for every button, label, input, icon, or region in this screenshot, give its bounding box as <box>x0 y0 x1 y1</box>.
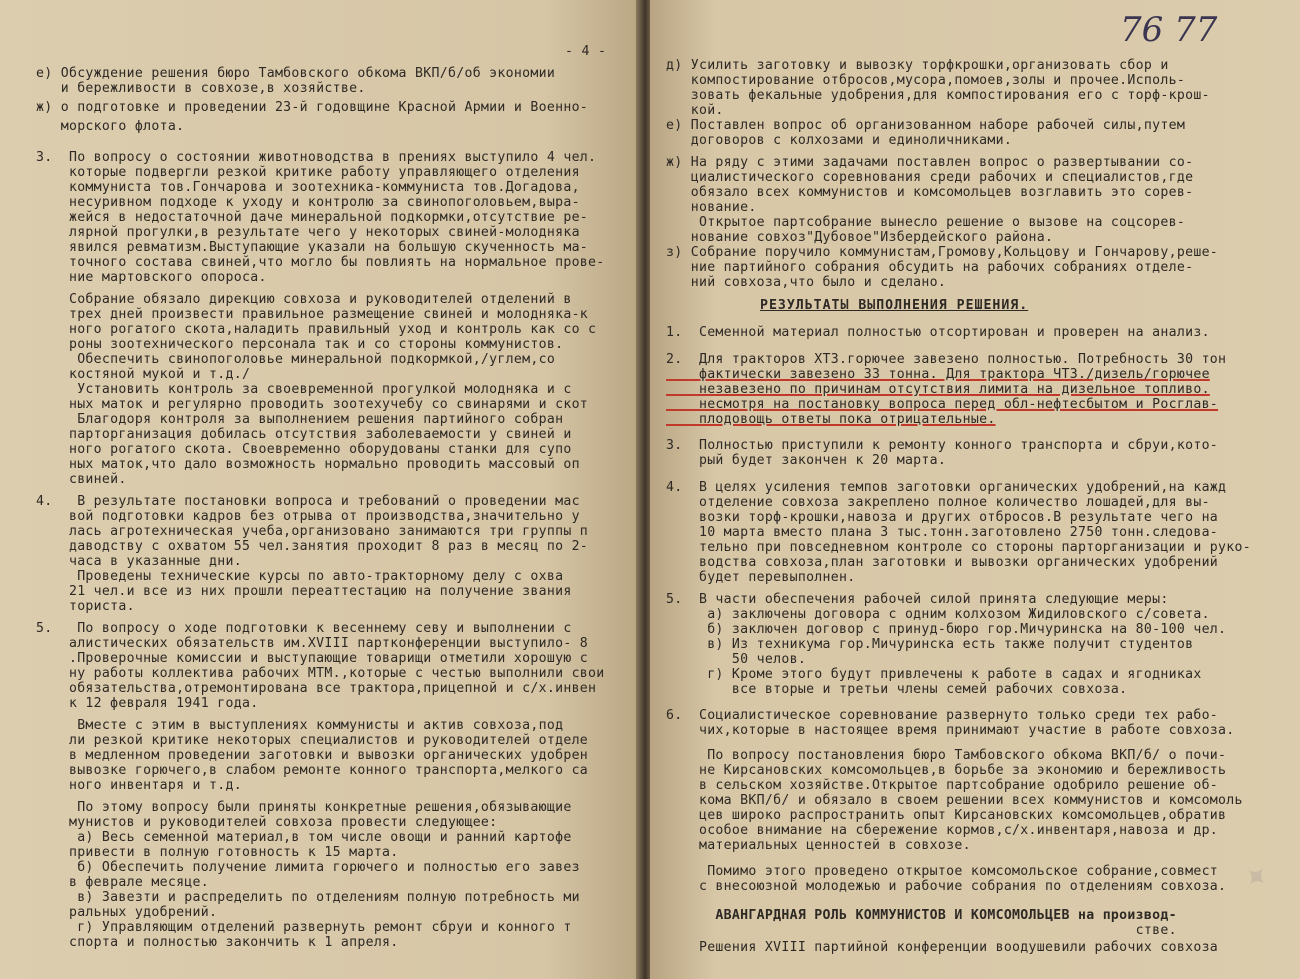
left-text-line: роны зоотехнического персонала так и со стороны коммунистов. <box>36 337 564 352</box>
right-text-line: компостирование отбросов,мусора,помоев,золы и прочее.Исполь- <box>666 73 1186 88</box>
right-text-line: 6. Социалистическое соревнование развернуто только среди тех рабо- <box>666 708 1219 723</box>
right-text-line: обязало всех коммунистов и комсомольцев возглавить это сорев- <box>666 185 1194 200</box>
right-text-line: 3. Полностью приступили к ремонту конного транспорта и сбруи,кото- <box>666 438 1219 453</box>
left-text-line: точного состава свиней,что могло бы повлиять на нормальное прове- <box>36 255 605 270</box>
right-text-line: с внесоюзной молодежью и рабочие собрания по отделениям совхоза. <box>666 879 1227 894</box>
left-text-line: Благодоря контроля за выполнением решения партийного собран <box>36 412 564 427</box>
left-text-line: ние мартовского опороса. <box>36 270 267 285</box>
right-text-line: возки торф-крошки,навоза и других отбросов.В результате чего на <box>666 510 1219 525</box>
left-text-line: коммуниста тов.Гончарова и зоотехника-коммуниста тов.Догадова, <box>36 180 580 195</box>
left-text-line: 4. В результате постановки вопроса и требований о проведении мас <box>36 494 580 509</box>
left-text-line: привести в полную готовность к 15 марта. <box>36 845 399 860</box>
right-text-line: ний совхоза,что было и сделано. <box>666 275 947 290</box>
right-text-line: все вторые и третьи члены семей рабочих совхоза. <box>666 682 1128 697</box>
left-page <box>0 0 640 979</box>
left-text-line: 5. По вопросу о ходе подготовки к весеннему севу и выполнении с <box>36 621 572 636</box>
right-text-line: Решения XVIII партийной конференции воодушевили рабочих совхоза <box>666 940 1219 955</box>
left-text-line: ных маток,что дало возможность нормально проводить массовый оп <box>36 457 580 472</box>
right-text-line: 5. В части обеспечения рабочей силой принята следующие меры: <box>666 592 1169 607</box>
left-text-line: свиней. <box>36 472 127 487</box>
left-text-line: трех дней произвести правильное размещение свиней и молодняка-к <box>36 307 589 322</box>
right-text-line: ж) На ряду с этими задачами поставлен вопрос о развертывании со- <box>666 155 1194 170</box>
left-text-line: костяной мукой и т.д./ <box>36 367 251 382</box>
right-text-line: АВАНГАРДНАЯ РОЛЬ КОММУНИСТОВ И КОМСОМОЛЬЦЕВ на производ- <box>666 908 1177 923</box>
right-text-line: г) Кроме этого будут привлечены к работе в садах и ягодниках <box>666 667 1202 682</box>
right-text-line: а) заключены договора с одним колхозом Жидиловского с/совета. <box>666 607 1210 622</box>
left-text-line: несуривном подходе к уходу и контролю за свинопоголовьем,выра- <box>36 195 580 210</box>
left-text-line: е) Обсуждение решения бюро Тамбовского обкома ВКП/б/об экономии <box>36 66 556 81</box>
right-text-line: ние партийного собрания обсудить на рабочих собраниях отделе- <box>666 260 1194 275</box>
left-text-line: явился ревматизм.Выступающие указали на большую скученность ма- <box>36 240 589 255</box>
left-text-line: 21 чел.и все из них прошли переаттестацию на получение звания <box>36 584 572 599</box>
left-text-line: в) Завезти и распределить по отделениям полную потребность ми <box>36 890 580 905</box>
left-text-line: алистических обязательств им.XVIII партконференции выступило- 8 <box>36 636 589 651</box>
left-text-line: вой подготовки кадров без отрыва от производства,значительно у <box>36 509 580 524</box>
right-page <box>650 0 1300 979</box>
right-text-line: кома ВКП/б/ и обязало в своем решении всех коммунистов и комсомоль <box>666 793 1243 808</box>
right-text-line: плодовощь ответы пока отрицательные. <box>666 412 996 427</box>
left-text-line: мунистов и руководителей совхоза провести следующее: <box>36 815 498 830</box>
left-text-line: Проведены технические курсы по авто-тракторному делу с охва <box>36 569 564 584</box>
left-text-line: 3. По вопросу о состоянии животноводства в прениях выступило 4 чел. <box>36 150 597 165</box>
left-text-line: ного инвентаря и т.д. <box>36 778 242 793</box>
right-text-line: зовать фекальные удобрения,для компостирования его с торф-крош- <box>666 88 1210 103</box>
left-text-line: спорта и полностью закончить к 1 апреля. <box>36 935 399 950</box>
left-text-line: в медленном проведении заготовки и вывозки органических удобрен <box>36 748 589 763</box>
right-text-line: Помимо этого проведено открытое комсомольское собрание,совмест <box>666 864 1219 879</box>
right-text-line: 2. Для тракторов ХТЗ.горючее завезено полностью. Потребность 30 тон <box>666 352 1227 367</box>
left-text-line: ных маток и регулярно проводить зоотехучебу со свинарями и скот <box>36 397 589 412</box>
left-text-line: парторганизация добилась отсутствия заболеваемости у свиней и <box>36 427 572 442</box>
right-text-line: нование совхоз"Дубовое"Избердейского района. <box>666 230 1054 245</box>
right-text-line: будет перевыполнен. <box>666 570 856 585</box>
right-text-line: цев широко распространить опыт Кирсановских комсомольцев,обратив <box>666 808 1227 823</box>
right-text-line: договоров с колхозами и единоличниками. <box>666 133 1013 148</box>
right-text-line: циалистического соревнования среди рабочих и специалистов,где <box>666 170 1194 185</box>
left-text-line: морского флота. <box>36 119 185 134</box>
left-text-line: и бережливости в совхозе,в хозяйстве. <box>36 81 366 96</box>
right-text-line: отделение совхоза закреплено полное количество лошадей,для вы- <box>666 495 1210 510</box>
left-text-line: ного рогатого скота. Своевременно оборудованы станки для супо <box>36 442 572 457</box>
left-text-line: ного рогатого скота,наладить правильный уход и контроль как со с <box>36 322 597 337</box>
left-text-line: которые подвергли резкой критике работу управляющего отделения <box>36 165 580 180</box>
right-text-line: особое внимание на сбережение кормов,с/х.инвентаря,навоза и др. <box>666 823 1219 838</box>
left-text-line: .Проверочные комиссии и выступающие товарищи отметили хорошую с <box>36 651 589 666</box>
left-text-line: Вместе с этим в выступлениях коммунисты и актив совхоза,под <box>36 718 564 733</box>
right-text-line: е) Поставлен вопрос об организованном наборе рабочей силы,путем <box>666 118 1186 133</box>
left-text-line: ториста. <box>36 599 135 614</box>
left-text-line: По этому вопросу были приняты конкретные решения,обязывающие <box>36 800 572 815</box>
right-text-line: фактически завезено 33 тонна. Для трактора ЧТЗ./дизель/горючее <box>666 367 1210 382</box>
left-text-line: лярной прогулки,в результате чего у некоторых свиней-молодняка <box>36 225 580 240</box>
left-text-line: в феврале месяце. <box>36 875 210 890</box>
right-text-line: нование. <box>666 200 757 215</box>
right-text-line: водства совхоза,план заготовки и вывозки органических удобрений <box>666 555 1219 570</box>
left-text-line: Установить контроль за своевременной прогулкой молодняка и с <box>36 382 572 397</box>
right-text-line: б) заключен договор с принуд-бюро гор.Мичуринска на 80-100 чел. <box>666 622 1227 637</box>
right-text-line: РЕЗУЛЬТАТЫ ВЫПОЛНЕНИЯ РЕШЕНИЯ. <box>760 298 1029 313</box>
left-text-line: ральных удобрений. <box>36 905 218 920</box>
left-text-line: обязательства,отремонтирована все трактора,прицепной и с/х.инвен <box>36 681 597 696</box>
right-text-line: не Кирсановских комсомольцев,в борьбе за экономию и бережливость <box>666 763 1227 778</box>
right-text-line: д) Усилить заготовку и вывозку торфкрошки,организовать сбор и <box>666 58 1169 73</box>
right-text-line: в) Из техникума гор.Мичуринска есть также получит студентов <box>666 637 1194 652</box>
right-text-line: 50 челов. <box>666 652 807 667</box>
watermark: ✦ <box>1235 856 1279 899</box>
right-text-line: 10 марта вместо плана 3 тыс.тонн.заготовлено 2750 тонн.следова- <box>666 525 1219 540</box>
right-text-line: 4. В целях усиления темпов заготовки органических удобрений,на кажд <box>666 480 1227 495</box>
left-text-line: ну работы коллектива рабочих МТМ.,которые с честью выполнили свои <box>36 666 605 681</box>
left-text-line: Собрание обязало дирекцию совхоза и руководителей отделений в <box>36 292 572 307</box>
right-text-line: 1. Семенной материал полностью отсортирован и проверен на анализ. <box>666 325 1210 340</box>
left-text-line: лась агротехническая учеба,организовано занимаются три группы п <box>36 524 589 539</box>
left-text-line: вывозке горючего,в слабом ремонте конного транспорта,мелкого са <box>36 763 589 778</box>
right-text-line: тельно при повседневном контроле со стороны парторганизации и руко- <box>666 540 1252 555</box>
page-number-mark: - 4 - <box>565 44 607 59</box>
right-text-line: По вопросу постановления бюро Тамбовского обкома ВКП/б/ о почи- <box>666 748 1227 763</box>
handwritten-page-number: 76 77 <box>1120 10 1218 50</box>
right-text-line: з) Собрание поручило коммунистам,Громову,Кольцову и Гончарову,реше- <box>666 245 1219 260</box>
left-text-line: ли резкой критике некоторых специалистов и руководителей отделе <box>36 733 589 748</box>
right-text-line: кой. <box>666 103 724 118</box>
right-text-line: несмотря на постановку вопроса перед обл-нефтесбытом и Росглав- <box>666 397 1219 412</box>
right-text-line: стве. <box>666 923 1177 938</box>
right-text-line: в сельском хозяйстве.Открытое партсобрание одобрило решение об- <box>666 778 1219 793</box>
left-text-line: Обеспечить свинопоголовье минеральной подкормкой,/углем,со <box>36 352 556 367</box>
right-text-line: незавезено по причинам отсутствия лимита на дизельное топливо. <box>666 382 1210 397</box>
right-text-line: рый будет закончен к 20 марта. <box>666 453 947 468</box>
left-text-line: жейся в недостаточной даче минеральной подкормки,отсутствие ре- <box>36 210 589 225</box>
left-text-line: а) Весь семенной материал,в том числе овощи и ранний картофе <box>36 830 572 845</box>
right-text-line: Открытое партсобрание вынесло решение о вызове на соцсорев- <box>666 215 1186 230</box>
left-text-line: ж) о подготовке и проведении 23-й годовщине Красной Армии и Военно- <box>36 100 589 115</box>
left-text-line: б) Обеспечить получение лимита горючего и полностью его завез <box>36 860 580 875</box>
left-text-line: г) Управляющим отделений развернуть ремонт сбруи и конного т <box>36 920 572 935</box>
left-text-line: к 12 февраля 1941 года. <box>36 696 259 711</box>
right-text-line: чих,которые в настоящее время принимают участие в работе совхоза. <box>666 723 1235 738</box>
left-text-line: даводству с охватом 55 чел.занятия проходит 8 раз в месяц по 2- <box>36 539 589 554</box>
right-text-line: материальных ценностей в совхозе. <box>666 838 971 853</box>
left-text-line: часа в указанные дни. <box>36 554 242 569</box>
